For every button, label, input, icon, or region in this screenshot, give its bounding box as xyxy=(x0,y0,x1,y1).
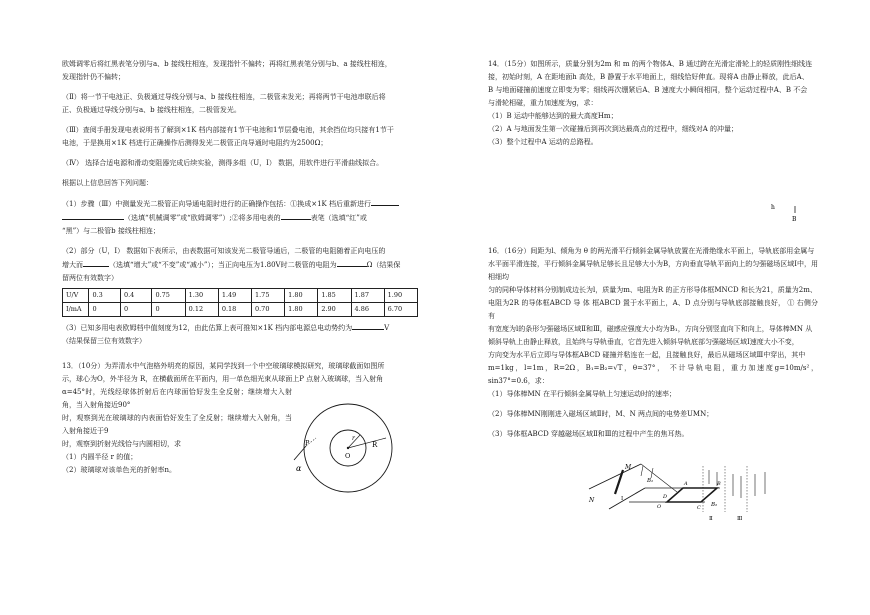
text-line: 时，观察到光在玻璃球的内表面恰好发生了全反射；继续增大入射角，当入射角接近于9 xyxy=(62,414,292,435)
table-cell: 1.75 xyxy=(251,289,284,303)
point-c-label: C xyxy=(697,505,701,511)
point-d-label: D xyxy=(663,494,668,500)
text-line: （结果保留三位有效数字） xyxy=(62,337,146,345)
text-line: 16．（16分）间距为l、倾角为 θ 的两光滑平行倾斜金属导轨放置在光滑绝缘水平面上，导轨底部用金属与 xyxy=(488,247,815,255)
table-cell: 0.4 xyxy=(120,289,152,303)
text-line: 电阻为2R 的导体框ABCD 导 体 框ABCD 置于水平面上，A、D 点分别与导轨底部接触良好， ① 右侧分有 xyxy=(488,299,818,320)
field-b1-label: B₁ xyxy=(647,478,654,484)
text-line: B 与地面碰撞前速度立即变为零；细线再次绷紧后A、B 速度大小瞬间相同，整个运动过程中A、B 不会 xyxy=(488,86,808,94)
pulley-figure xyxy=(765,198,805,228)
text-line: 与滑轮相碰，重力加速度为g，求： xyxy=(488,99,598,107)
text-line: （Ⅲ）查阅手册发现电表说明书了解到×1K 档内部接有1节干电池和1节层叠电池，其余挡位均只接有1节干 xyxy=(62,126,394,134)
text-line: 正、负极通过导线分别与a、b 接线柱相连，二极管发光。 xyxy=(62,106,241,114)
text-line: （2）导体棒MN刚刚进入磁场区域Ⅱ时，M、N 两点间的电势差UMN； xyxy=(488,410,714,418)
point-o-label: O xyxy=(657,504,662,510)
text-line: （Ⅳ） 选择合适电源和滑动变阻器完成后续实验，测得多组（U，I） 数据，用软件进行平滑曲线拟合。 xyxy=(62,159,384,167)
table-cell: 1.85 xyxy=(318,289,351,303)
text-line: （1）内圆半径 r 的值； xyxy=(62,453,138,461)
r-big-label: R xyxy=(372,441,378,449)
rail-field-figure xyxy=(585,462,775,524)
text-line: 接，初始时刻，A 在距地面h 高处，B 静置于水平地面上，细线恰好伸直。现将A 由静止释放，此后A、 xyxy=(488,73,809,81)
point-a-label: A xyxy=(684,481,688,487)
table-cell: 1.30 xyxy=(185,289,218,303)
text-line: 14．（15分）如图所示，质量分别为2m 和 m 的两个物体A、B 通过跨在光滑定滑轮上的轻质刚性细线连 xyxy=(488,60,813,68)
text-line: 留两位有效数字） xyxy=(62,274,118,282)
answer-blank[interactable] xyxy=(62,211,124,220)
table-cell: 4.86 xyxy=(351,303,384,317)
rail-upper xyxy=(589,464,641,489)
table-row xyxy=(63,303,418,317)
text-line: 方向变为水平后立即与导体框ABCD 碰撞并粘连在一起，且接触良好，最后从磁场区域Ⅲ中穿出，其中 xyxy=(488,351,806,359)
text-line: 示，球心为O，外半径为 R，在横截面所在平面内，用一单色细光束从球面上P 点射入玻璃球，当入射角 xyxy=(62,375,384,383)
table-cell: 2.90 xyxy=(318,303,351,317)
point-n-label: N xyxy=(589,497,595,504)
question-line: （选填“机械调零”或“欧姆调零”）;②将多用电表的 表笔（选填“红”或 xyxy=(62,211,418,225)
height-h-label: h xyxy=(771,204,775,211)
text-line: “黑”）与二极管b 接线柱相连； xyxy=(62,227,160,235)
answer-blank[interactable] xyxy=(371,197,399,206)
region-ii-label: Ⅱ xyxy=(709,516,713,522)
answer-blank[interactable] xyxy=(83,258,109,267)
point-b-label: B xyxy=(717,481,721,487)
text-line: 水平面平滑连接，平行倾斜金属导轨足够长且足够大小为B，方向垂直导轨平面向上的匀强磁场区域Ⅰ中，用相细均 xyxy=(488,260,818,281)
table-cell: 1.49 xyxy=(218,289,251,303)
text-line: 电池，于是换用×1K 档进行正确操作后测得发光二极管正向导通时电阻约为2500Ω； xyxy=(62,139,328,147)
text-line: 匀的同种导体材料分别制成边长为l，质量为m、电阻为R 的正方形导体框MNCD 和长为21，质量为2m、 xyxy=(488,286,817,294)
object-b-label: B xyxy=(792,216,797,223)
text-line: 倾斜导轨上由静止释放，且始终与导轨垂直，它首先进入倾斜导轨底部匀强磁场区域Ⅰ速度大小不变， xyxy=(488,338,799,346)
text-line: 13．（10分）为弄清水中气泡格外明亮的原因，某同学找到一个中空玻璃球模拟研究，玻璃球截面如图所 xyxy=(62,362,385,370)
table-header-cell: U/V xyxy=(63,289,89,303)
answer-blank[interactable] xyxy=(352,321,384,330)
right-column xyxy=(488,58,818,441)
table-cell: 6.70 xyxy=(384,303,417,317)
region-i-label: Ⅰ xyxy=(621,496,624,502)
table-cell: 1.87 xyxy=(351,289,384,303)
text-line: （2）A 与地面发生第一次碰撞后到再次到达最高点的过程中，细线对A 的冲量； xyxy=(488,125,739,133)
r-small-label: r xyxy=(352,435,355,442)
text-line: m=1kg，l=1m，R=2Ω，B₁=B₂=√T，θ=37°， 不计导轨电阻，重力加速度g=10m/s²，sin37°=0.6，求： xyxy=(488,364,818,385)
data-table xyxy=(62,288,418,317)
text-line: （3）整个过程中A 运动的总路程。 xyxy=(488,138,598,146)
text-line: （Ⅱ）将一节干电池正、负极通过导线分别与a、b 接线柱相连，二极管未发光；再将两节干电池串联后将 xyxy=(62,93,386,101)
answer-blank[interactable] xyxy=(337,258,367,267)
table-cell: 0.70 xyxy=(251,303,284,317)
text-line: 有宽度为l的条形匀强磁场区域Ⅱ和Ⅲ，磁感应强度大小均为B₁，方向分别竖直向下和向上，导体棒MN 从 xyxy=(488,325,813,333)
question-line: 增大而 （选填“增大”或“不变”或“减小”）；当正向电压为1.80V时二极管的电阻为 Ω（结果保 xyxy=(62,258,418,272)
table-header-cell: I/mA xyxy=(63,303,89,317)
text-line: （2）部分（U，I） 数据如下表所示，由表数据可知该发光二极管导通后，二极管的电阻随着正向电压的 xyxy=(62,247,386,255)
field-arrow-b1 xyxy=(641,466,643,476)
rail-lower xyxy=(609,488,645,509)
table-cell: 0 xyxy=(89,303,121,317)
table-cell: 1.80 xyxy=(285,289,318,303)
text-line: （1）B 运动中能够达到的最大高度Hm； xyxy=(488,112,618,120)
center-o-label: O xyxy=(345,452,351,460)
question-line: （1）步骤（Ⅲ）中测量发光二极管正向导通电阻时进行的正确操作包括：①换成×1K 档后重新进行 xyxy=(62,197,418,211)
point-m-label: M xyxy=(625,464,632,471)
table-cell: 0.75 xyxy=(152,289,185,303)
text-line: 时，观察到折射光线恰与内圆相切，求 xyxy=(62,440,181,448)
field-b2-label: B₂ xyxy=(711,502,718,508)
table-cell: 0.12 xyxy=(185,303,218,317)
table-cell: 1.80 xyxy=(285,303,318,317)
text-line: 发现指针仍不偏转； xyxy=(62,73,125,81)
table-cell: 0.18 xyxy=(218,303,251,317)
table-cell: 0.3 xyxy=(89,289,121,303)
text-line: （2）玻璃球对该单色光的折射率n。 xyxy=(62,466,176,474)
rod-mn xyxy=(615,470,623,494)
text-line: α=45°时，光线经球体折射后在内球面恰好发生全反射；继续增大入射角，当入射角接近90° xyxy=(62,388,292,409)
text-line: （3）导体框ABCD 穿越磁场区域Ⅱ和Ⅲ的过程中产生的焦耳热。 xyxy=(488,430,689,438)
alpha-label: α xyxy=(296,464,302,473)
text-line: 欧姆调零后将红黑表笔分别与a、b 接线柱相连，发现指针不偏转；再将红黑表笔分别与b、a 接线柱相连， xyxy=(62,60,392,68)
table-row xyxy=(63,289,418,303)
region-iii-label: Ⅲ xyxy=(737,516,743,522)
table-cell: 0 xyxy=(120,303,152,317)
text-line: 根据以上信息回答下列问题： xyxy=(62,179,153,187)
text-line: （1）导体棒MN 在平行倾斜金属导轨上匀速运动时的速率； xyxy=(488,390,676,398)
glass-sphere-figure xyxy=(290,400,400,500)
table-cell: 1.90 xyxy=(384,289,417,303)
table-cell: 0 xyxy=(152,303,185,317)
answer-blank[interactable] xyxy=(281,211,311,220)
question-line: （3）已知多用电表欧姆档中值刻度为12，由此估算上表可推知×1K 档内部电源总电动势约为 V xyxy=(62,321,418,335)
point-p-label: P xyxy=(305,439,310,447)
